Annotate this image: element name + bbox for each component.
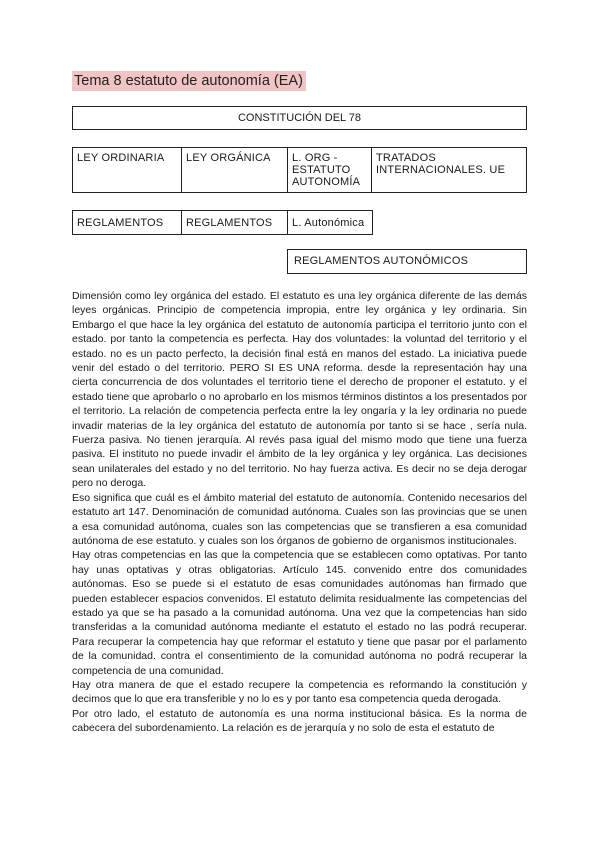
cell-tratados: TRATADOS INTERNACIONALES. UE <box>376 152 506 176</box>
paragraph: Eso significa que cuál es el ámbito material del estatuto de autonomía. Contenido necesarios del estatuto art 147. Denominación de comunidad autónoma. Cuales son las provincias que se unen a esa comunidad autónoma, cuales son las competencias que se transfieren a esa comunidad autónoma de ese estatuto. y cuales son los órganos de gobierno de organismos institucionales. <box>72 491 527 547</box>
document-title: Tema 8 estatuto de autonomía (EA) <box>72 71 306 91</box>
constitucion-label: CONSTITUCIÓN DEL 78 <box>237 112 362 124</box>
reglamentos-autonomicos-label: REGLAMENTOS AUTONÓMICOS <box>294 255 469 267</box>
cell-reglamentos-2: REGLAMENTOS <box>182 211 288 234</box>
cell-estatuto-autonomia: L. ORG - ESTATUTO AUTONOMÍA <box>288 148 372 192</box>
cell-ley-autonomica: L. Autonómica <box>292 217 365 229</box>
paragraph: Por otro lado, el estatuto de autonomía es una norma institucional básica. Es la norma de cabecera del subordenamiento. La relación es de jerarquía y no solo de esta el estatuto de <box>72 707 527 735</box>
paragraph: Dimensión como ley orgánica del estado. El estatuto es una ley orgánica diferente de las demás leyes orgánicas. Principio de competencia impropia, entre ley orgánica y ley ordinaria. Sin Embargo el que hace la ley orgánica del estatuto de autonomía participa el territorio junto con el estado. por tanto la competencia es perfecta. Hay dos voluntades: la voluntad del territorio y el estado. no es un pacto perfecto, la decisión final está en manos del estado. La iniciativa puede venir del estado o del territorio. PERO SI ES UNA reforma. desde la representación hay una cierta concurrencia de dos voluntades el territorio tiene el derecho de proponer el estatuto. y el estado tiene que aprobarlo o no aprobarlo en los mismos términos distintos a los presentados por el territorio. La relación de competencia perfecta entre la ley ongaría y la ley ordinaria no puede invadir materias de la ley orgánica del estatuto de autonomía por tanto si se hace , sería nula. Fuerza pasiva. No tienen jerarquía. Al revés pasa igual del mismo modo que tiene una fuerza pasiva. El instituto no puede invadir el ámbito de la ley orgánica y ley orgánica. Las decisiones sean unilaterales del estado y no del territorio. No hay fuerza activa. Es decir no se deja derogar pero no deroga. <box>72 290 527 490</box>
reglamentos-autonomicos-box <box>287 249 527 274</box>
norms-row-2 <box>72 210 373 235</box>
cell-reglamentos-1: REGLAMENTOS <box>73 211 182 234</box>
constitucion-box <box>72 106 527 130</box>
paragraph: Hay otra manera de que el estado recupere la competencia es reformando la constitución y decimos que lo que era transferible y no lo es y por tanto esa competencia queda derogada. <box>72 678 527 706</box>
norms-row-1 <box>72 147 527 193</box>
body-text <box>72 289 527 736</box>
cell-ley-organica: LEY ORGÁNICA <box>182 148 288 192</box>
cell-ley-ordinaria: LEY ORDINARIA <box>73 148 182 192</box>
paragraph: Hay otras competencias en las que la competencia que se establecen como optativas. Por tanto hay unas optativas y otras obligatorias. Artículo 145. convenido entre dos comunidades autónomas. Eso se puede si el estatuto de esas comunidades autónomas han firmado que pueden establecer espacios convenidos. El estatuto delimita residualmente las competencias del estado ya que se ha pasado a la comunidad autónoma. Una vez que la competencias han sido transferidas a la comunidad autónoma mediante el estatuto el estado no las podrá recuperar. Para recuperar la competencia hay que reformar el estatuto y tiene que pasar por el parlamento de la comunidad. contra el consentimiento de la comunidad autónoma no podrá recuperar la competencia de una comunidad. <box>72 549 527 677</box>
